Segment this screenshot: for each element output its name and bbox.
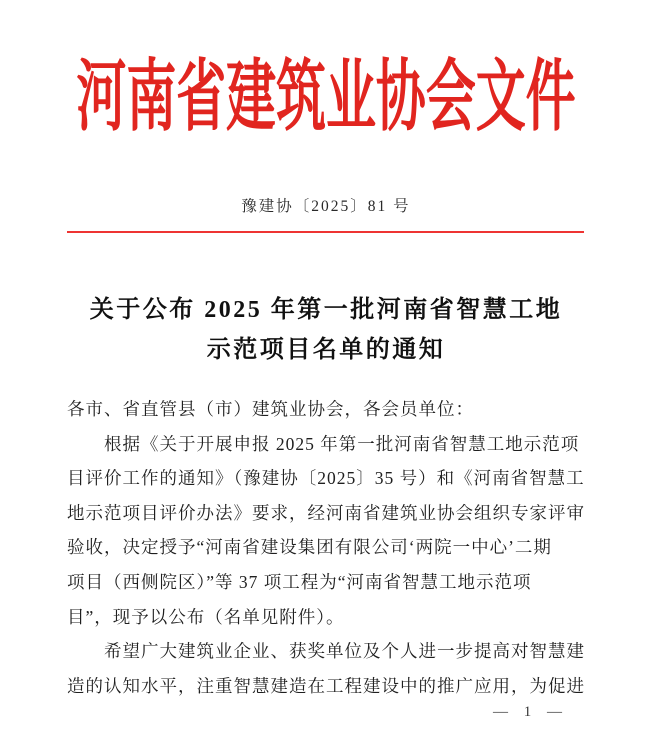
red-divider-line	[67, 231, 584, 233]
page-number: — 1 —	[493, 704, 568, 720]
body-line: 项目（西侧院区）”等 37 项工程为“河南省智慧工地示范项	[67, 571, 532, 592]
document-title-line-2: 示范项目名单的通知	[206, 337, 446, 363]
document-title-line-1: 关于公布 2025 年第一批河南省智慧工地	[89, 297, 563, 323]
document-title	[0, 290, 652, 370]
body-line: 希望广大建筑业企业、获奖单位及个人进一步提高对智慧建	[67, 641, 585, 662]
body-line: 造的认知水平，注重智慧建造在工程建设中的推广应用，为促进	[67, 675, 585, 696]
body-line: 地示范项目评价办法》要求，经河南省建筑业协会组织专家评审	[67, 502, 585, 523]
body-line: 根据《关于开展申报 2025 年第一批河南省智慧工地示范项	[67, 433, 580, 454]
body-text	[67, 392, 587, 703]
body-line: 目”，现予以公布（名单见附件）。	[67, 606, 345, 627]
body-line: 验收，决定授予“河南省建设集团有限公司‘两院一中心’二期	[67, 537, 552, 558]
body-line-salutation: 各市、省直管县（市）建筑业协会，各会员单位：	[67, 399, 474, 419]
red-letterhead-title: 河南省建筑业协会文件	[76, 53, 576, 140]
document-number: 豫建协〔2025〕81 号	[241, 198, 411, 215]
body-line: 目评价工作的通知》（豫建协〔2025〕35 号）和《河南省智慧工	[67, 468, 585, 489]
